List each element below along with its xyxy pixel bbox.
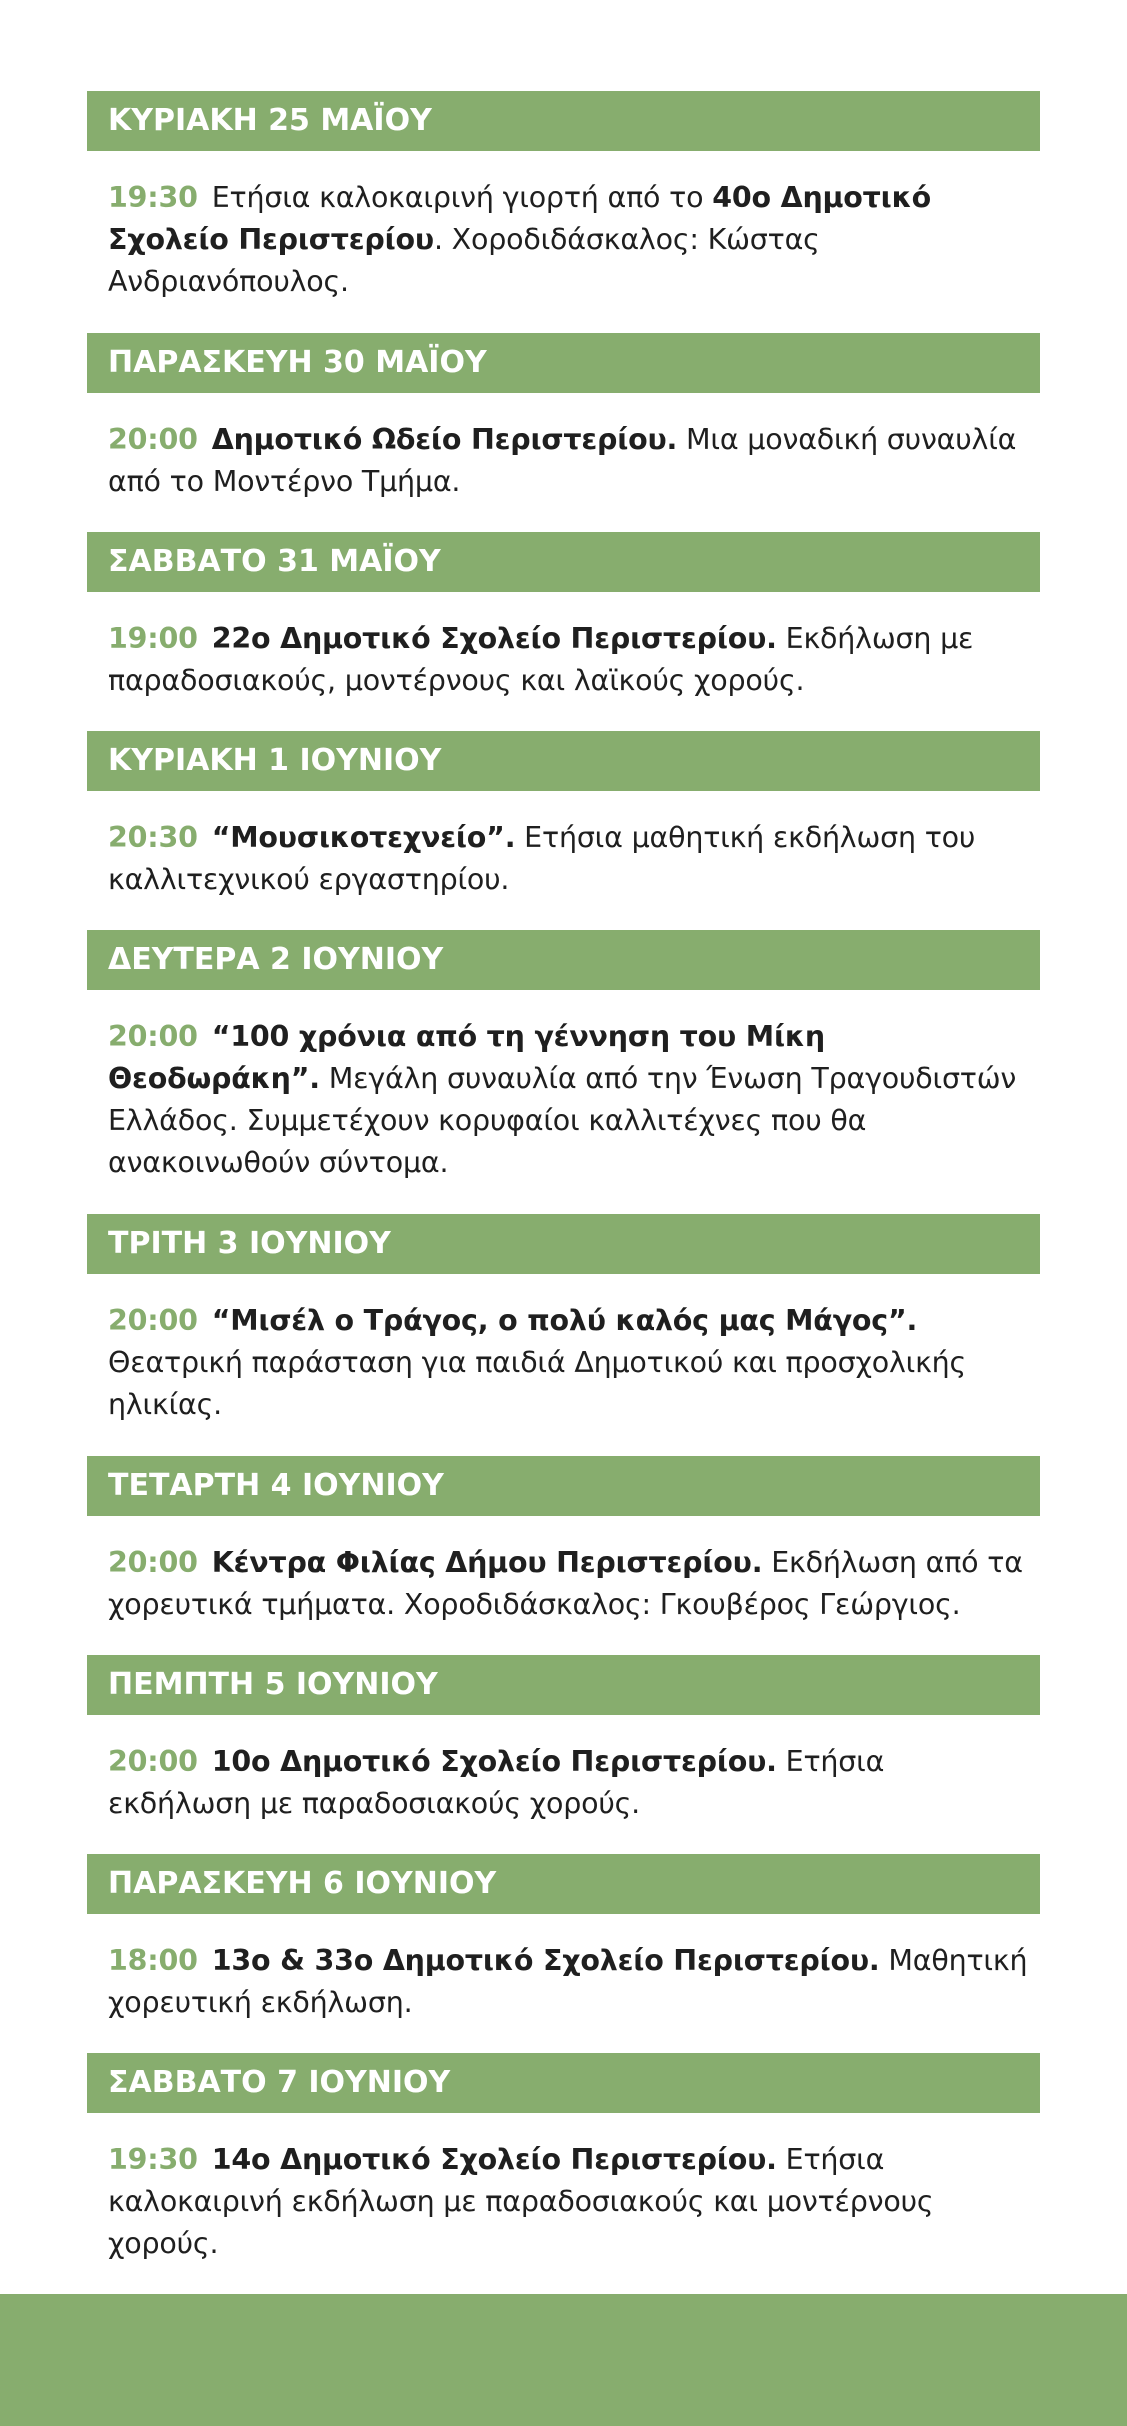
event-title: “Μισέλ ο Τράγος, ο πολύ καλός μας Μάγος”.: [211, 1304, 918, 1337]
event-title: Κέντρα Φιλίας Δήμου Περιστερίου.: [211, 1546, 763, 1579]
event-block: [87, 1456, 1040, 1655]
event-schedule: [87, 91, 1040, 2260]
event-details: Μαθητική χορευτική εκδήλωση.: [108, 1944, 1028, 2019]
event-details: . Χοροδιδάσκαλος: Κώστας Ανδριανόπουλος.: [108, 223, 820, 298]
day-header: ΤΡΙΤΗ 3 ΙΟΥΝΙΟΥ: [87, 1214, 1040, 1274]
event-details: Εκδήλωση με παραδοσιακούς, μοντέρνους και λαϊκούς χορούς.: [108, 622, 974, 697]
event-description: [87, 990, 1040, 1184]
day-header: ΣΑΒΒΑΤΟ 7 ΙΟΥΝΙΟΥ: [87, 2053, 1040, 2113]
event-time: 19:00: [108, 622, 198, 655]
event-time: 18:00: [108, 1944, 198, 1977]
day-header: ΔΕΥΤΕΡΑ 2 ΙΟΥΝΙΟΥ: [87, 930, 1040, 990]
event-description: [87, 791, 1040, 901]
event-details: Ετήσια εκδήλωση με παραδοσιακούς χορούς.: [108, 1745, 885, 1820]
event-block: [87, 532, 1040, 731]
event-description: [87, 1914, 1040, 2024]
day-header: ΤΕΤΑΡΤΗ 4 ΙΟΥΝΙΟΥ: [87, 1456, 1040, 1516]
event-time: 20:00: [108, 423, 198, 456]
day-header: ΣΑΒΒΑΤΟ 31 ΜΑΪΟΥ: [87, 532, 1040, 592]
event-details: Εκδήλωση από τα χορευτικά τμήματα. Χοροδιδάσκαλος: Γκουβέρος Γεώργιος.: [108, 1546, 1023, 1621]
event-block: [87, 2053, 1040, 2260]
event-details: Ετήσια μαθητική εκδήλωση του καλλιτεχνικού εργαστηρίου.: [108, 821, 976, 896]
event-details: Ετήσια καλοκαιρινή εκδήλωση με παραδοσιακούς και μοντέρνους χορούς.: [108, 2143, 934, 2260]
event-time: 20:30: [108, 821, 198, 854]
day-header: ΠΑΡΑΣΚΕΥΗ 30 ΜΑΪΟΥ: [87, 333, 1040, 393]
event-block: [87, 731, 1040, 930]
event-details: Μεγάλη συναυλία από την Ένωση Τραγουδιστών Ελλάδος. Συμμετέχουν κορυφαίοι καλλιτέχνες που θα ανακοινωθούν σύντομα.: [108, 1062, 1017, 1179]
event-title: 14ο Δημοτικό Σχολείο Περιστερίου.: [211, 2143, 777, 2176]
event-title: “Μουσικοτεχνείο”.: [211, 821, 516, 854]
event-time: 20:00: [108, 1304, 198, 1337]
event-description: [87, 151, 1040, 303]
event-text-intro: Ετήσια καλοκαιρινή γιορτή από το: [211, 181, 713, 214]
event-block: [87, 1214, 1040, 1456]
event-title: Δημοτικό Ωδείο Περιστερίου.: [211, 423, 678, 456]
event-block: [87, 333, 1040, 532]
event-description: [87, 1274, 1040, 1426]
event-title: 40ο Δημοτικό Σχολείο Περιστερίου: [108, 181, 931, 256]
event-block: [87, 1655, 1040, 1854]
event-title: 13ο & 33ο Δημοτικό Σχολείο Περιστερίου.: [211, 1944, 880, 1977]
event-block: [87, 1854, 1040, 2053]
event-description: [87, 1516, 1040, 1626]
event-details: Θεατρική παράσταση για παιδιά Δημοτικού και προσχολικής ηλικίας.: [108, 1346, 967, 1421]
day-header: ΠΕΜΠΤΗ 5 ΙΟΥΝΙΟΥ: [87, 1655, 1040, 1715]
event-time: 20:00: [108, 1546, 198, 1579]
event-description: [87, 2113, 1040, 2265]
event-description: [87, 393, 1040, 503]
event-time: 19:30: [108, 2143, 198, 2176]
event-block: [87, 930, 1040, 1214]
footer-bar: [0, 2294, 1127, 2426]
day-header: ΠΑΡΑΣΚΕΥΗ 6 ΙΟΥΝΙΟΥ: [87, 1854, 1040, 1914]
event-description: [87, 1715, 1040, 1825]
event-description: [87, 592, 1040, 702]
event-title: 10ο Δημοτικό Σχολείο Περιστερίου.: [211, 1745, 777, 1778]
event-time: 19:30: [108, 181, 198, 214]
day-header: ΚΥΡΙΑΚΗ 25 ΜΑΪΟΥ: [87, 91, 1040, 151]
day-header: ΚΥΡΙΑΚΗ 1 ΙΟΥΝΙΟΥ: [87, 731, 1040, 791]
event-block: [87, 91, 1040, 333]
event-title: “100 χρόνια από τη γέννηση του Μίκη Θεοδωράκη”.: [108, 1020, 826, 1095]
event-details: Μια μοναδική συναυλία από το Μοντέρνο Τμήμα.: [108, 423, 1017, 498]
event-title: 22ο Δημοτικό Σχολείο Περιστερίου.: [211, 622, 777, 655]
event-time: 20:00: [108, 1020, 198, 1053]
event-time: 20:00: [108, 1745, 198, 1778]
